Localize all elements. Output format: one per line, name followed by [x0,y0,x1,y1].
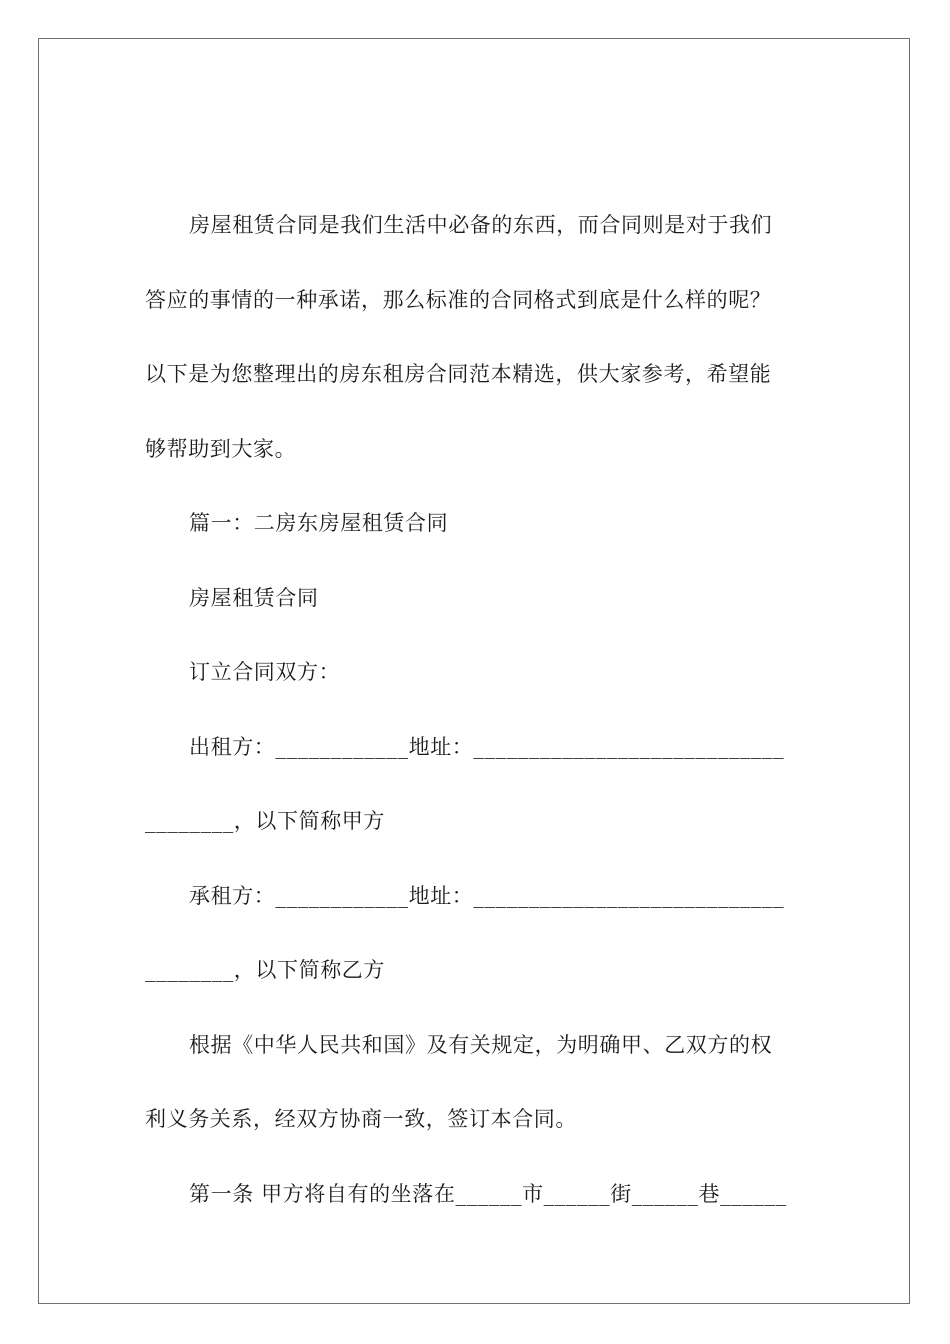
document-body [145,200,805,1243]
lessor-line-2: ________，以下简称甲方 [145,809,385,833]
section-heading: 篇一：二房东房屋租赁合同 [189,511,449,535]
paragraph-intro-line-2: 答应的事情的一种承诺，那么标准的合同格式到底是什么样的呢？ [145,287,772,312]
basis-paragraph-line-2: 利义务关系，经双方协商一致，签订本合同。 [145,1107,577,1131]
article-one-line-1: 第一条 甲方将自有的坐落在______市______街______巷______ [189,1181,787,1206]
paragraph-intro-line-1: 房屋租赁合同是我们生活中必备的东西，而合同则是对于我们 [189,213,773,237]
lessor-line-1: 出租方：____________地址：____________________________ [189,734,785,759]
lessee-line-1: 承租方：____________地址：____________________________ [189,883,785,908]
paragraph-intro-line-4: 够帮助到大家。 [145,436,297,461]
contract-title: 房屋租赁合同 [189,585,319,610]
parties-label: 订立合同双方： [189,660,341,684]
basis-paragraph-line-1: 根据《中华人民共和国》及有关规定，为明确甲、乙双方的权 [189,1032,773,1057]
lessee-line-2: ________，以下简称乙方 [145,958,385,982]
paragraph-intro-line-3: 以下是为您整理出的房东租房合同范本精选，供大家参考，希望能 [145,362,772,386]
